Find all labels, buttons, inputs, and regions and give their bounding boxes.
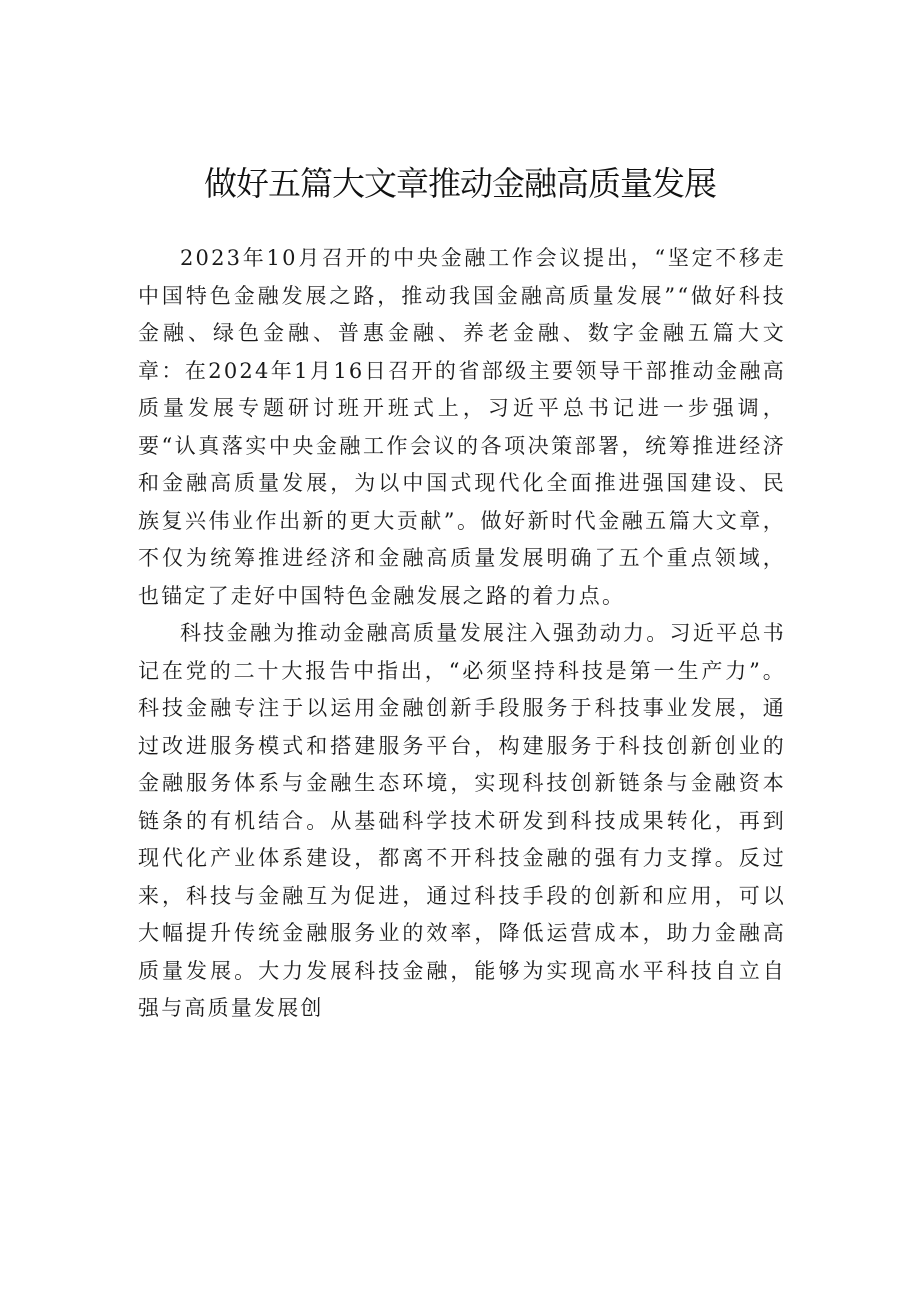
paragraph-intro: 2023年10月召开的中央金融工作会议提出，“坚定不移走中国特色金融发展之路，推动我国金融高质量发展”“做好科技金融、绿色金融、普惠金融、养老金融、数字金融五篇大文章：在2024年1月16日召开的省部级主要领导干部推动金融高质量发展专题研讨班开班式上，习近平总书记进一步强调，要“认真落实中央金融工作会议的各项决策部署，统筹推进经济和金融高质量发展，为以中国式现代化全面推进强国建设、民族复兴伟业作出新的更大贡献”。做好新时代金融五篇大文章，不仅为统筹推进经济和金融高质量发展明确了五个重点领域，也锚定了走好中国特色金融发展之路的着力点。: [138, 246, 786, 608]
document-title: 做好五篇大文章推动金融高质量发展: [204, 164, 716, 203]
document-body: [138, 240, 786, 1028]
paragraph-tech-finance: 科技金融为推动金融高质量发展注入强劲动力。习近平总书记在党的二十大报告中指出，“必须坚持科技是第一生产力”。科技金融专注于以运用金融创新手段服务于科技事业发展，通过改进服务模式和搭建服务平台，构建服务于科技创新创业的金融服务体系与金融生态环境，实现科技创新链条与金融资本链条的有机结合。从基础科学技术研发到科技成果转化，再到现代化产业体系建设，都离不开科技金融的强有力支撑。反过来，科技与金融互为促进，通过科技手段的创新和应用，可以大幅提升传统金融服务业的效率，降低运营成本，助力金融高质量发展。大力发展科技金融，能够为实现高水平科技自立自强与高质量发展创: [138, 621, 786, 1020]
